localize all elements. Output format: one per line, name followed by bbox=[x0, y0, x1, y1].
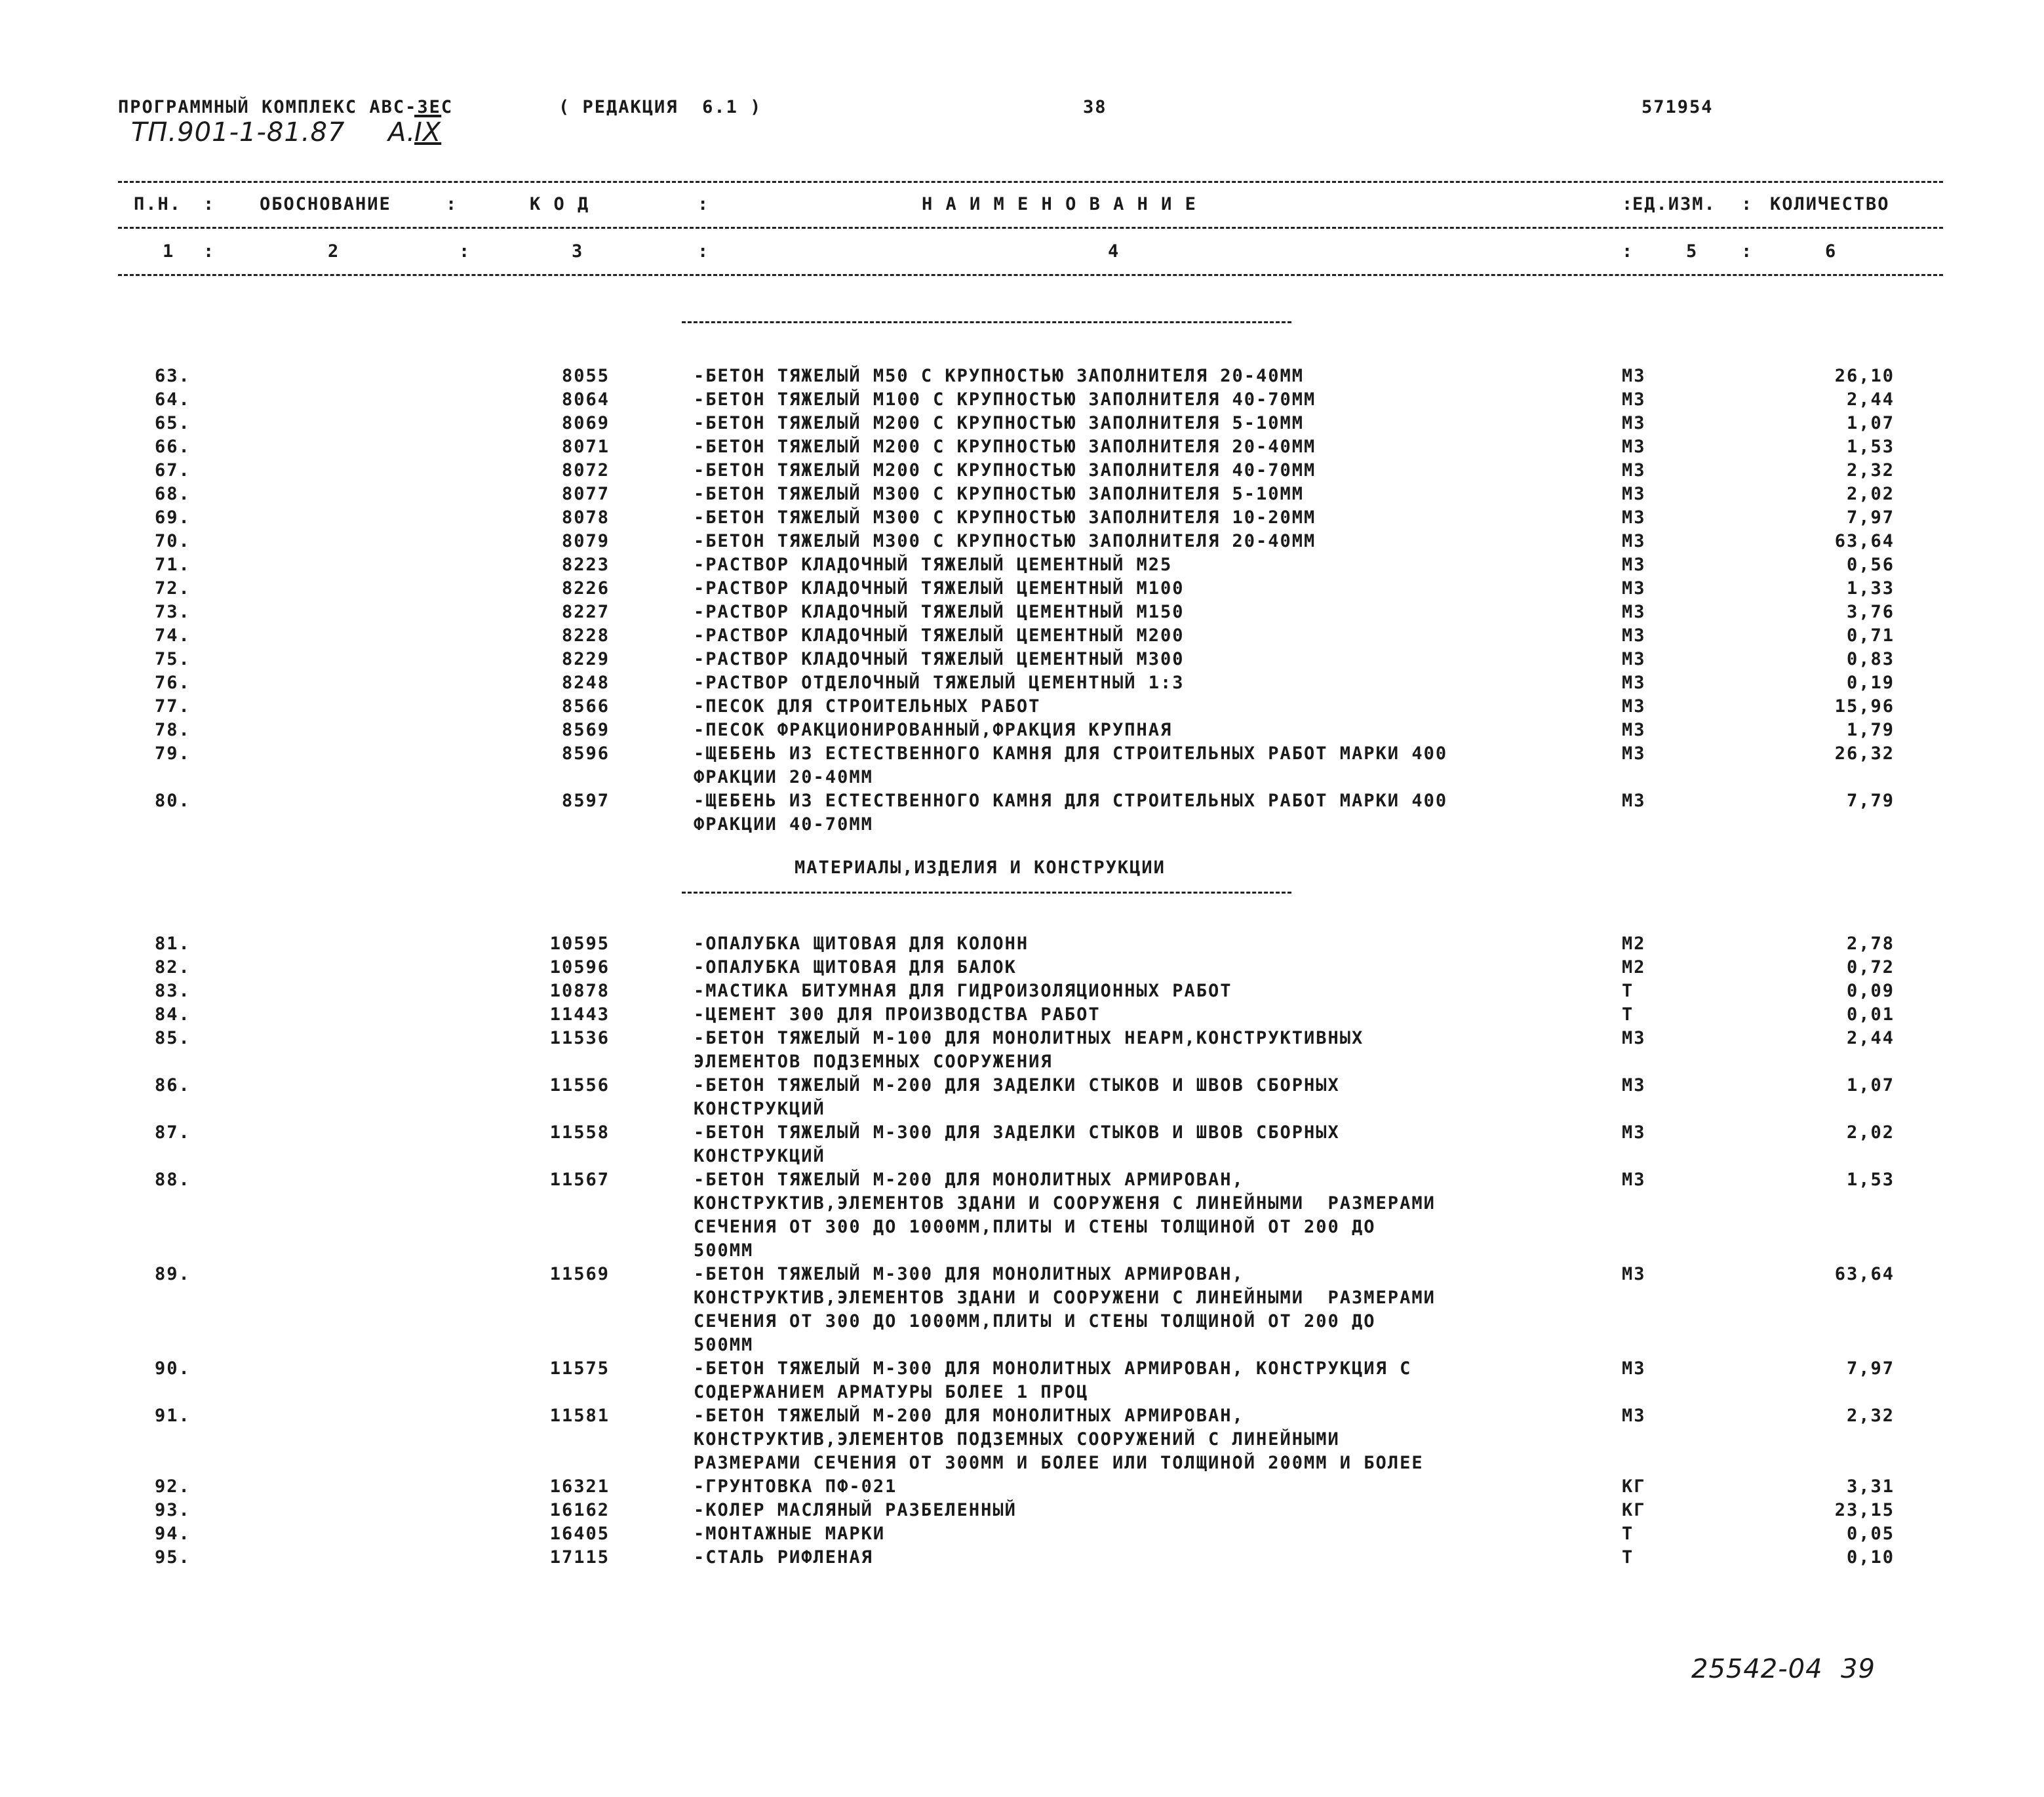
row-number: 79. bbox=[155, 743, 191, 764]
row-quantity: 0,19 bbox=[1846, 673, 1895, 693]
row-quantity: 63,64 bbox=[1834, 1264, 1895, 1284]
table-row bbox=[0, 553, 2044, 577]
row-name-line: -БЕТОН ТЯЖЕЛЫЙ М300 С КРУПНОСТЬЮ ЗАПОЛНИТЕЛЯ 10-20ММ bbox=[694, 507, 1316, 528]
table-row bbox=[0, 956, 2044, 979]
row-number: 72. bbox=[155, 578, 191, 599]
row-code: 8079 bbox=[561, 531, 610, 551]
column-header-sep: : bbox=[1741, 194, 1754, 214]
row-unit: М3 bbox=[1622, 507, 1646, 528]
row-name-line: -ПЕСОК ДЛЯ СТРОИТЕЛЬНЫХ РАБОТ bbox=[694, 696, 1041, 717]
row-code: 11556 bbox=[549, 1075, 610, 1096]
row-code: 11443 bbox=[549, 1004, 610, 1025]
row-number: 67. bbox=[155, 460, 191, 481]
row-number: 78. bbox=[155, 720, 191, 740]
row-name-line: КОНСТРУКТИВ,ЭЛЕМЕНТОВ ЗДАНИ И СООРУЖЕНИ С ЛИНЕЙНЫМИ РАЗМЕРАМИ bbox=[694, 1288, 1436, 1308]
row-number: 80. bbox=[155, 791, 191, 811]
column-number-sep: : bbox=[203, 241, 216, 262]
row-number: 93. bbox=[155, 1500, 191, 1520]
row-code: 8064 bbox=[561, 389, 610, 410]
row-name-line: СЕЧЕНИЯ ОТ 300 ДО 1000ММ,ПЛИТЫ И СТЕНЫ ТОЛЩИНОЙ ОТ 200 ДО bbox=[694, 1311, 1376, 1332]
column-number-sep: : bbox=[459, 241, 471, 262]
doc-code: 571954 bbox=[1641, 97, 1714, 117]
row-unit: Т bbox=[1622, 981, 1634, 1001]
row-name-line: СОДЕРЖАНИЕМ АРМАТУРЫ БОЛЕЕ 1 ПРОЦ bbox=[694, 1382, 1089, 1402]
row-name-line: -БЕТОН ТЯЖЕЛЫЙ М200 С КРУПНОСТЬЮ ЗАПОЛНИТЕЛЯ 40-70ММ bbox=[694, 460, 1316, 481]
row-quantity: 0,10 bbox=[1846, 1547, 1895, 1568]
row-quantity: 23,15 bbox=[1834, 1500, 1895, 1520]
row-name-line: -ЩЕБЕНЬ ИЗ ЕСТЕСТВЕННОГО КАМНЯ ДЛЯ СТРОИТЕЛЬНЫХ РАБОТ МАРКИ 400 bbox=[694, 791, 1448, 811]
row-quantity: 1,33 bbox=[1846, 578, 1895, 599]
table-row bbox=[0, 1404, 2044, 1475]
row-code: 8597 bbox=[561, 791, 610, 811]
row-unit: М3 bbox=[1622, 437, 1646, 457]
row-unit: М3 bbox=[1622, 460, 1646, 481]
row-quantity: 2,44 bbox=[1846, 1028, 1895, 1048]
row-number: 83. bbox=[155, 981, 191, 1001]
column-header-code: К О Д bbox=[530, 194, 590, 214]
row-unit: Т bbox=[1622, 1004, 1634, 1025]
row-name-line: 500ММ bbox=[694, 1240, 754, 1261]
table-row bbox=[0, 695, 2044, 719]
table-row bbox=[0, 365, 2044, 388]
row-number: 76. bbox=[155, 673, 191, 693]
row-number: 90. bbox=[155, 1358, 191, 1379]
column-number-5: 5 bbox=[1686, 241, 1699, 262]
row-quantity: 7,97 bbox=[1846, 507, 1895, 528]
table-row bbox=[0, 388, 2044, 412]
row-unit: М3 bbox=[1622, 625, 1646, 646]
project-ref: ТП.901-1-81.87 bbox=[131, 117, 345, 148]
album-number: IX bbox=[414, 117, 442, 148]
row-name-line: -ОПАЛУБКА ЩИТОВАЯ ДЛЯ КОЛОНН bbox=[694, 934, 1029, 954]
edition-label: ( РЕДАКЦИЯ 6.1 ) bbox=[559, 97, 762, 117]
column-header-name: Н А И М Е Н О В А Н И Е bbox=[922, 194, 1197, 214]
row-quantity: 63,64 bbox=[1834, 531, 1895, 551]
table-row bbox=[0, 1357, 2044, 1404]
album-label: А. bbox=[388, 117, 416, 148]
row-number: 71. bbox=[155, 555, 191, 575]
row-quantity: 3,76 bbox=[1846, 602, 1895, 622]
table-row bbox=[0, 601, 2044, 624]
row-unit: М3 bbox=[1622, 649, 1646, 669]
row-quantity: 0,05 bbox=[1846, 1524, 1895, 1544]
row-code: 8596 bbox=[561, 743, 610, 764]
column-number-sep: : bbox=[1622, 241, 1634, 262]
row-name-line: -РАСТВОР ОТДЕЛОЧНЫЙ ТЯЖЕЛЫЙ ЦЕМЕНТНЫЙ 1:3 bbox=[694, 673, 1185, 693]
row-quantity: 2,02 bbox=[1846, 484, 1895, 504]
row-name-line: -РАСТВОР КЛАДОЧНЫЙ ТЯЖЕЛЫЙ ЦЕМЕНТНЫЙ М100 bbox=[694, 578, 1185, 599]
row-number: 77. bbox=[155, 696, 191, 717]
column-number-sep: : bbox=[698, 241, 710, 262]
column-number-3: 3 bbox=[572, 241, 584, 262]
row-number: 95. bbox=[155, 1547, 191, 1568]
row-name-line: КОНСТРУКТИВ,ЭЛЕМЕНТОВ ПОДЗЕМНЫХ СООРУЖЕНИЙ С ЛИНЕЙНЫМИ bbox=[694, 1429, 1340, 1450]
row-unit: Т bbox=[1622, 1524, 1634, 1544]
table-row bbox=[0, 530, 2044, 553]
table-row bbox=[0, 1121, 2044, 1168]
row-quantity: 7,79 bbox=[1846, 791, 1895, 811]
row-unit: М3 bbox=[1622, 1075, 1646, 1096]
row-name-line: КОНСТРУКТИВ,ЭЛЕМЕНТОВ ЗДАНИ И СООРУЖЕНЯ С ЛИНЕЙНЫМИ РАЗМЕРАМИ bbox=[694, 1193, 1436, 1214]
row-number: 82. bbox=[155, 957, 191, 977]
row-name-line: -РАСТВОР КЛАДОЧНЫЙ ТЯЖЕЛЫЙ ЦЕМЕНТНЫЙ М200 bbox=[694, 625, 1185, 646]
row-number: 85. bbox=[155, 1028, 191, 1048]
row-code: 11581 bbox=[549, 1406, 610, 1426]
column-number-6: 6 bbox=[1825, 241, 1838, 262]
column-header-qty: КОЛИЧЕСТВО bbox=[1770, 194, 1890, 214]
row-code: 10596 bbox=[549, 957, 610, 977]
row-code: 11569 bbox=[549, 1264, 610, 1284]
table-row bbox=[0, 412, 2044, 435]
row-number: 63. bbox=[155, 366, 191, 386]
row-code: 8569 bbox=[561, 720, 610, 740]
row-unit: М3 bbox=[1622, 389, 1646, 410]
row-code: 8055 bbox=[561, 366, 610, 386]
row-number: 88. bbox=[155, 1170, 191, 1190]
table-row bbox=[0, 1499, 2044, 1522]
row-name-line: РАЗМЕРАМИ СЕЧЕНИЯ ОТ 300ММ И БОЛЕЕ ИЛИ ТОЛЩИНОЙ 200ММ И БОЛЕЕ bbox=[694, 1453, 1424, 1473]
row-unit: М3 bbox=[1622, 366, 1646, 386]
page-number: 38 bbox=[1083, 97, 1107, 117]
table-row bbox=[0, 979, 2044, 1003]
table-row bbox=[0, 648, 2044, 671]
row-unit: М3 bbox=[1622, 673, 1646, 693]
row-quantity: 2,78 bbox=[1846, 934, 1895, 954]
row-code: 16321 bbox=[549, 1476, 610, 1497]
row-number: 65. bbox=[155, 413, 191, 433]
row-name-line: -РАСТВОР КЛАДОЧНЫЙ ТЯЖЕЛЫЙ ЦЕМЕНТНЫЙ М150 bbox=[694, 602, 1185, 622]
table-row bbox=[0, 506, 2044, 530]
row-unit: М3 bbox=[1622, 1122, 1646, 1143]
section-divider-top bbox=[682, 321, 1291, 323]
column-header-basis: ОБОСНОВАНИЕ bbox=[260, 194, 391, 214]
row-name-line: -БЕТОН ТЯЖЕЛЫЙ М50 С КРУПНОСТЬЮ ЗАПОЛНИТЕЛЯ 20-40ММ bbox=[694, 366, 1305, 386]
table-row bbox=[0, 671, 2044, 695]
row-name-line: ФРАКЦИИ 40-70ММ bbox=[694, 814, 873, 835]
row-name-line: -ОПАЛУБКА ЩИТОВАЯ ДЛЯ БАЛОК bbox=[694, 957, 1017, 977]
column-header-unit: ЕД.ИЗМ. bbox=[1632, 194, 1716, 214]
column-number-4: 4 bbox=[1108, 241, 1120, 262]
row-number: 89. bbox=[155, 1264, 191, 1284]
row-code: 16405 bbox=[549, 1524, 610, 1544]
table-row bbox=[0, 1546, 2044, 1570]
row-unit: Т bbox=[1622, 1547, 1634, 1568]
table-row bbox=[0, 789, 2044, 837]
row-code: 8227 bbox=[561, 602, 610, 622]
row-name-line: -ПЕСОК ФРАКЦИОНИРОВАННЫЙ,ФРАКЦИЯ КРУПНАЯ bbox=[694, 720, 1173, 740]
row-code: 8071 bbox=[561, 437, 610, 457]
row-name-line: -РАСТВОР КЛАДОЧНЫЙ ТЯЖЕЛЫЙ ЦЕМЕНТНЫЙ М25 bbox=[694, 555, 1173, 575]
row-code: 8566 bbox=[561, 696, 610, 717]
row-number: 70. bbox=[155, 531, 191, 551]
header-rule-bottom bbox=[118, 274, 1943, 276]
row-quantity: 2,44 bbox=[1846, 389, 1895, 410]
row-name-line: ФРАКЦИИ 20-40ММ bbox=[694, 767, 873, 787]
table-row bbox=[0, 1027, 2044, 1074]
row-unit: М3 bbox=[1622, 720, 1646, 740]
table-row bbox=[0, 483, 2044, 506]
row-unit: КГ bbox=[1622, 1500, 1646, 1520]
row-quantity: 0,56 bbox=[1846, 555, 1895, 575]
row-unit: М3 bbox=[1622, 1170, 1646, 1190]
table-row bbox=[0, 1522, 2044, 1546]
row-unit: М3 bbox=[1622, 1358, 1646, 1379]
row-name-line: -СТАЛЬ РИФЛЕНАЯ bbox=[694, 1547, 873, 1568]
row-number: 75. bbox=[155, 649, 191, 669]
column-header-sep: : bbox=[698, 194, 710, 214]
header-rule-top bbox=[118, 181, 1943, 183]
table-row bbox=[0, 624, 2044, 648]
row-number: 73. bbox=[155, 602, 191, 622]
row-unit: М3 bbox=[1622, 1406, 1646, 1426]
row-quantity: 7,97 bbox=[1846, 1358, 1895, 1379]
row-unit: М3 bbox=[1622, 602, 1646, 622]
row-unit: М3 bbox=[1622, 1264, 1646, 1284]
row-quantity: 1,07 bbox=[1846, 413, 1895, 433]
row-name-line: -БЕТОН ТЯЖЕЛЫЙ М-200 ДЛЯ ЗАДЕЛКИ СТЫКОВ И ШВОВ СБОРНЫХ bbox=[694, 1075, 1340, 1096]
table-row bbox=[0, 719, 2044, 742]
row-name-line: -БЕТОН ТЯЖЕЛЫЙ М-200 ДЛЯ МОНОЛИТНЫХ АРМИРОВАН, bbox=[694, 1406, 1244, 1426]
row-unit: М3 bbox=[1622, 484, 1646, 504]
row-code: 17115 bbox=[549, 1547, 610, 1568]
row-name-line: -БЕТОН ТЯЖЕЛЫЙ М-300 ДЛЯ МОНОЛИТНЫХ АРМИРОВАН, bbox=[694, 1264, 1244, 1284]
row-unit: М2 bbox=[1622, 934, 1646, 954]
row-number: 74. bbox=[155, 625, 191, 646]
row-unit: М3 bbox=[1622, 555, 1646, 575]
row-name-line: -БЕТОН ТЯЖЕЛЫЙ М200 С КРУПНОСТЬЮ ЗАПОЛНИТЕЛЯ 5-10ММ bbox=[694, 413, 1305, 433]
column-number-1: 1 bbox=[163, 241, 175, 262]
table-row bbox=[0, 459, 2044, 483]
row-name-line: КОНСТРУКЦИЙ bbox=[694, 1146, 825, 1166]
row-quantity: 0,01 bbox=[1846, 1004, 1895, 1025]
row-quantity: 0,71 bbox=[1846, 625, 1895, 646]
row-quantity: 3,31 bbox=[1846, 1476, 1895, 1497]
row-name-line: -РАСТВОР КЛАДОЧНЫЙ ТЯЖЕЛЫЙ ЦЕМЕНТНЫЙ М300 bbox=[694, 649, 1185, 669]
row-code: 11558 bbox=[549, 1122, 610, 1143]
column-number-2: 2 bbox=[328, 241, 340, 262]
row-name-line: -БЕТОН ТЯЖЕЛЫЙ М200 С КРУПНОСТЬЮ ЗАПОЛНИТЕЛЯ 20-40ММ bbox=[694, 437, 1316, 457]
row-name-line: -БЕТОН ТЯЖЕЛЫЙ М100 С КРУПНОСТЬЮ ЗАПОЛНИТЕЛЯ 40-70ММ bbox=[694, 389, 1316, 410]
table-row bbox=[0, 1475, 2044, 1499]
row-number: 66. bbox=[155, 437, 191, 457]
table-row bbox=[0, 1263, 2044, 1357]
row-quantity: 1,53 bbox=[1846, 1170, 1895, 1190]
row-code: 8072 bbox=[561, 460, 610, 481]
row-quantity: 1,53 bbox=[1846, 437, 1895, 457]
row-name-line: -КОЛЕР МАСЛЯНЫЙ РАЗБЕЛЕННЫЙ bbox=[694, 1500, 1017, 1520]
row-name-line: -БЕТОН ТЯЖЕЛЫЙ М-300 ДЛЯ ЗАДЕЛКИ СТЫКОВ И ШВОВ СБОРНЫХ bbox=[694, 1122, 1340, 1143]
row-quantity: 15,96 bbox=[1834, 696, 1895, 717]
row-name-line: КОНСТРУКЦИЙ bbox=[694, 1099, 825, 1119]
table-row bbox=[0, 435, 2044, 459]
row-code: 11567 bbox=[549, 1170, 610, 1190]
column-header-sep: : bbox=[1622, 194, 1634, 214]
row-quantity: 2,32 bbox=[1846, 1406, 1895, 1426]
row-unit: М2 bbox=[1622, 957, 1646, 977]
row-quantity: 1,07 bbox=[1846, 1075, 1895, 1096]
column-header-sep: : bbox=[446, 194, 458, 214]
section-divider bbox=[682, 892, 1291, 894]
row-code: 8226 bbox=[561, 578, 610, 599]
row-code: 8069 bbox=[561, 413, 610, 433]
row-name-line: -БЕТОН ТЯЖЕЛЫЙ М-100 ДЛЯ МОНОЛИТНЫХ НЕАРМ,КОНСТРУКТИВНЫХ bbox=[694, 1028, 1364, 1048]
row-quantity: 2,02 bbox=[1846, 1122, 1895, 1143]
row-quantity: 26,10 bbox=[1834, 366, 1895, 386]
row-code: 8248 bbox=[561, 673, 610, 693]
row-number: 69. bbox=[155, 507, 191, 528]
row-number: 94. bbox=[155, 1524, 191, 1544]
row-number: 81. bbox=[155, 934, 191, 954]
row-number: 86. bbox=[155, 1075, 191, 1096]
row-number: 87. bbox=[155, 1122, 191, 1143]
row-name-line: -МАСТИКА БИТУМНАЯ ДЛЯ ГИДРОИЗОЛЯЦИОННЫХ РАБОТ bbox=[694, 981, 1232, 1001]
table-row bbox=[0, 742, 2044, 789]
table-row bbox=[0, 577, 2044, 601]
row-quantity: 2,32 bbox=[1846, 460, 1895, 481]
row-quantity: 26,32 bbox=[1834, 743, 1895, 764]
column-number-sep: : bbox=[1741, 241, 1754, 262]
row-name-line: -ЦЕМЕНТ 300 ДЛЯ ПРОИЗВОДСТВА РАБОТ bbox=[694, 1004, 1101, 1025]
sheet-stamp: 25542-04 39 bbox=[1691, 1654, 1876, 1684]
table-row bbox=[0, 1074, 2044, 1121]
row-code: 8078 bbox=[561, 507, 610, 528]
row-unit: КГ bbox=[1622, 1476, 1646, 1497]
row-name-line: -ЩЕБЕНЬ ИЗ ЕСТЕСТВЕННОГО КАМНЯ ДЛЯ СТРОИТЕЛЬНЫХ РАБОТ МАРКИ 400 bbox=[694, 743, 1448, 764]
row-name-line: ЭЛЕМЕНТОВ ПОДЗЕМНЫХ СООРУЖЕНИЯ bbox=[694, 1052, 1053, 1072]
row-name-line: -МОНТАЖНЫЕ МАРКИ bbox=[694, 1524, 886, 1544]
row-unit: М3 bbox=[1622, 743, 1646, 764]
row-name-line: -БЕТОН ТЯЖЕЛЫЙ М300 С КРУПНОСТЬЮ ЗАПОЛНИТЕЛЯ 5-10ММ bbox=[694, 484, 1305, 504]
row-number: 91. bbox=[155, 1406, 191, 1426]
row-code: 10878 bbox=[549, 981, 610, 1001]
row-number: 92. bbox=[155, 1476, 191, 1497]
row-unit: М3 bbox=[1622, 1028, 1646, 1048]
row-code: 8228 bbox=[561, 625, 610, 646]
row-name-line: -БЕТОН ТЯЖЕЛЫЙ М-300 ДЛЯ МОНОЛИТНЫХ АРМИРОВАН, КОНСТРУКЦИЯ С bbox=[694, 1358, 1412, 1379]
row-code: 8077 bbox=[561, 484, 610, 504]
table-row bbox=[0, 932, 2044, 956]
row-code: 16162 bbox=[549, 1500, 610, 1520]
header-rule-mid bbox=[118, 227, 1943, 229]
row-quantity: 0,83 bbox=[1846, 649, 1895, 669]
row-unit: М3 bbox=[1622, 413, 1646, 433]
row-unit: М3 bbox=[1622, 531, 1646, 551]
row-quantity: 0,72 bbox=[1846, 957, 1895, 977]
row-name-line: -ГРУНТОВКА ПФ-021 bbox=[694, 1476, 897, 1497]
row-code: 8229 bbox=[561, 649, 610, 669]
row-code: 11536 bbox=[549, 1028, 610, 1048]
column-header-num: П.Н. bbox=[134, 194, 182, 214]
program-title: ПРОГРАММНЫЙ КОМПЛЕКС АВС-3ЕС bbox=[118, 97, 454, 117]
table-row bbox=[0, 1003, 2044, 1027]
row-code: 11575 bbox=[549, 1358, 610, 1379]
row-quantity: 0,09 bbox=[1846, 981, 1895, 1001]
row-unit: М3 bbox=[1622, 578, 1646, 599]
row-code: 10595 bbox=[549, 934, 610, 954]
section-title: МАТЕРИАЛЫ,ИЗДЕЛИЯ И КОНСТРУКЦИИ bbox=[795, 858, 1166, 878]
row-number: 64. bbox=[155, 389, 191, 410]
row-number: 84. bbox=[155, 1004, 191, 1025]
column-header-sep: : bbox=[203, 194, 216, 214]
row-unit: М3 bbox=[1622, 696, 1646, 717]
row-code: 8223 bbox=[561, 555, 610, 575]
row-name-line: СЕЧЕНИЯ ОТ 300 ДО 1000ММ,ПЛИТЫ И СТЕНЫ ТОЛЩИНОЙ ОТ 200 ДО bbox=[694, 1217, 1376, 1237]
row-number: 68. bbox=[155, 484, 191, 504]
row-unit: М3 bbox=[1622, 791, 1646, 811]
table-row bbox=[0, 1168, 2044, 1263]
row-name-line: -БЕТОН ТЯЖЕЛЫЙ М300 С КРУПНОСТЬЮ ЗАПОЛНИТЕЛЯ 20-40ММ bbox=[694, 531, 1316, 551]
row-name-line: 500ММ bbox=[694, 1335, 754, 1355]
row-name-line: -БЕТОН ТЯЖЕЛЫЙ М-200 ДЛЯ МОНОЛИТНЫХ АРМИРОВАН, bbox=[694, 1170, 1244, 1190]
row-quantity: 1,79 bbox=[1846, 720, 1895, 740]
